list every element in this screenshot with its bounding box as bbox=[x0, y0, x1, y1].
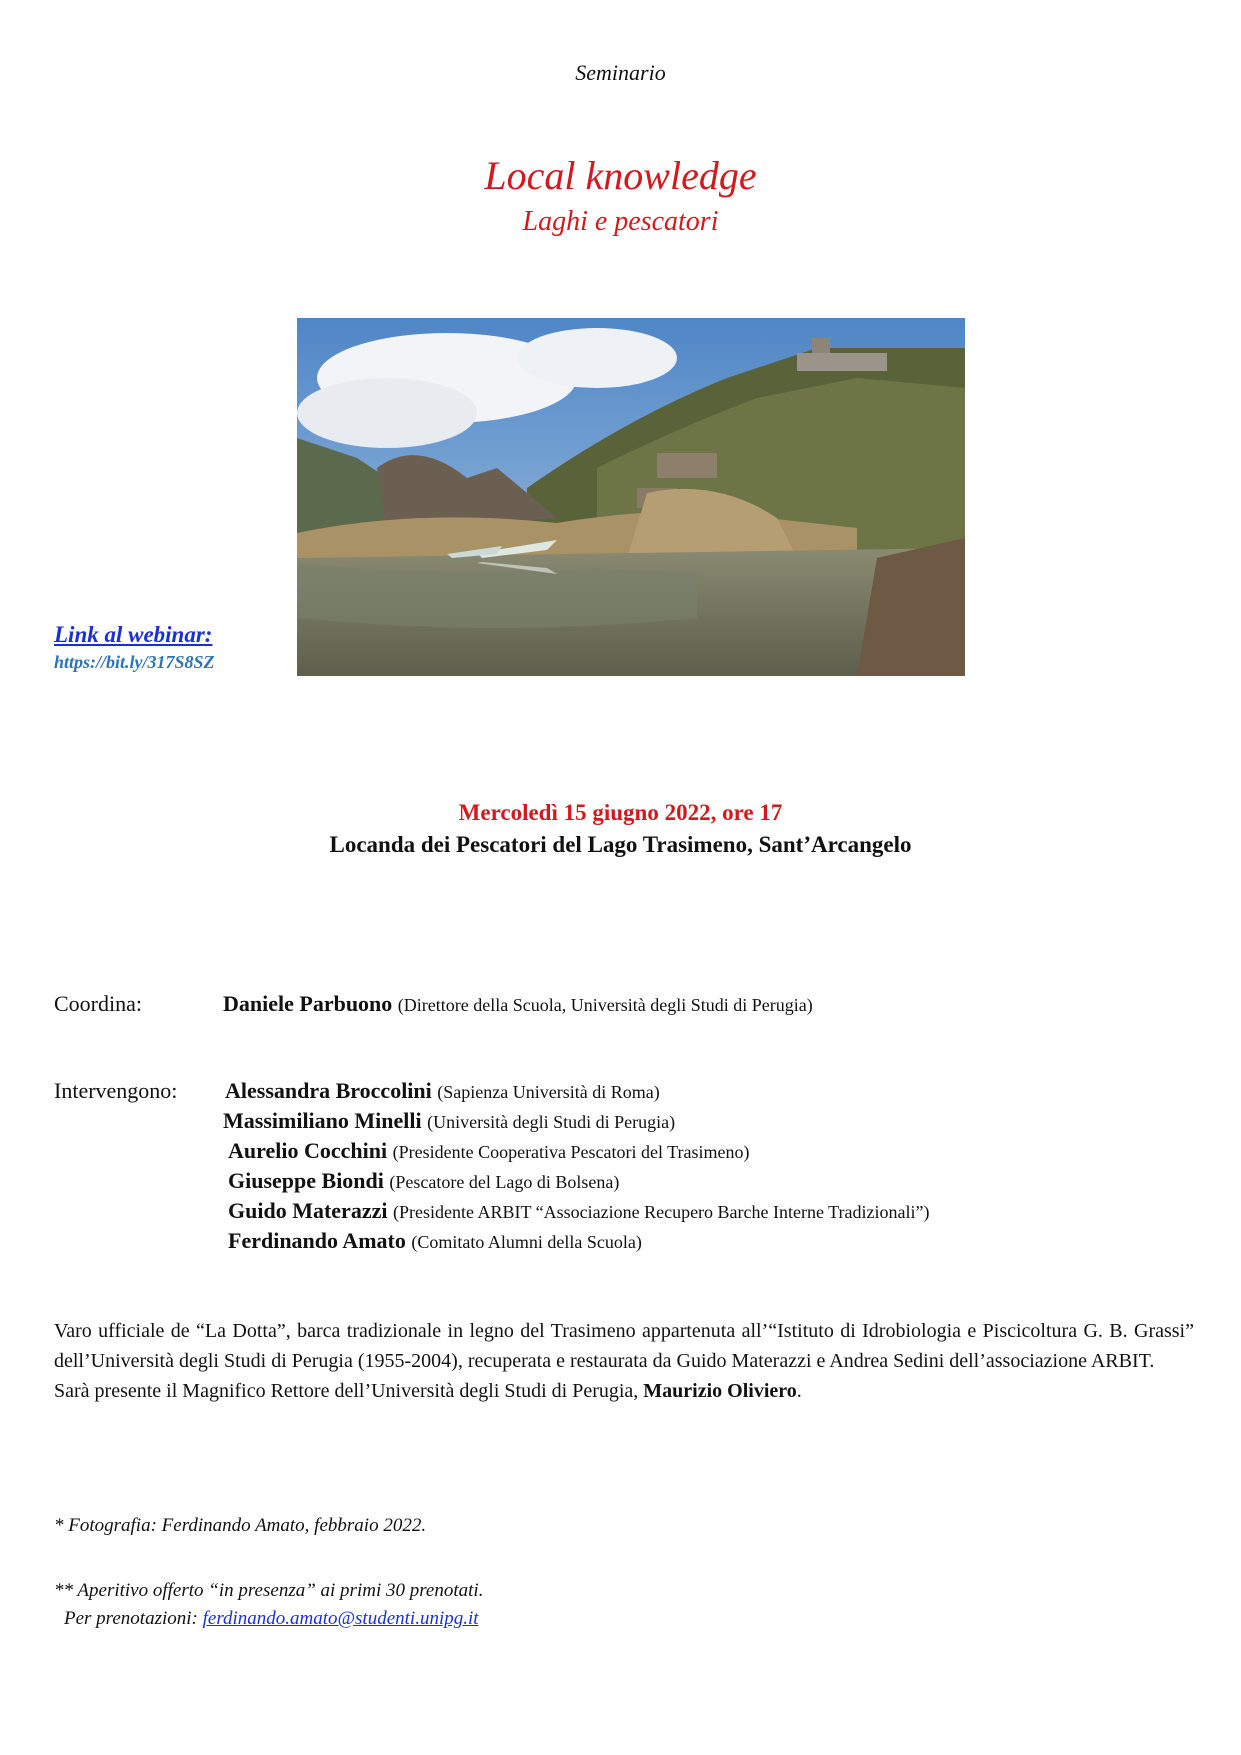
webinar-url-link[interactable]: https://bit.ly/317S8SZ bbox=[54, 652, 215, 672]
speaker-affiliation: (Sapienza Università di Roma) bbox=[437, 1082, 660, 1102]
aperitivo-note: ** Aperitivo offerto “in presenza” ai primi 30 prenotati. bbox=[54, 1580, 484, 1601]
description-text: Varo ufficiale de “La Dotta”, barca tradizionale in legno del Trasimeno appartenuta all’“Istituto di Idrobiologia e Piscicoltura G. B. Grassi” dell’Università degli Studi di Perugia (1955-2004), recuperata e restaurata da Guido Materazzi e Andrea Sedini dell’associazione ARBIT. bbox=[54, 1320, 1194, 1372]
booking-email-link[interactable]: ferdinando.amato@studenti.unipg.it bbox=[202, 1608, 479, 1629]
coordinator-label: Coordina: bbox=[54, 991, 142, 1016]
speaker-affiliation: (Presidente Cooperativa Pescatori del Trasimeno) bbox=[392, 1142, 750, 1162]
speaker-row bbox=[228, 1138, 750, 1164]
event-venue: Locanda dei Pescatori del Lago Trasimeno, Sant’Arcangelo bbox=[329, 832, 912, 857]
speaker-affiliation: (Università degli Studi di Perugia) bbox=[427, 1112, 676, 1132]
speaker-affiliation: (Comitato Alumni della Scuola) bbox=[411, 1232, 642, 1252]
speaker-row bbox=[225, 1078, 660, 1104]
coordinator-row bbox=[223, 991, 813, 1017]
speaker-name: Guido Materazzi bbox=[228, 1198, 388, 1223]
page-subtitle: Laghi e pescatori bbox=[522, 206, 719, 237]
coordinator-affiliation: (Direttore della Scuola, Università degli Studi di Perugia) bbox=[397, 995, 813, 1015]
speaker-row bbox=[228, 1228, 642, 1254]
speaker-name: Massimiliano Minelli bbox=[223, 1108, 422, 1133]
speaker-row bbox=[223, 1108, 675, 1134]
speaker-affiliation: (Presidente ARBIT “Associazione Recupero Barche Interne Tradizionali”) bbox=[392, 1202, 930, 1222]
webinar-link-label[interactable]: Link al webinar: bbox=[54, 622, 213, 647]
booking-prefix: Per prenotazioni: bbox=[64, 1608, 203, 1629]
rector-prefix: Sarà presente il Magnifico Rettore dell’Università degli Studi di Perugia, bbox=[54, 1380, 644, 1402]
speaker-name: Ferdinando Amato bbox=[228, 1228, 406, 1253]
speaker-row bbox=[228, 1168, 619, 1194]
booking-line bbox=[64, 1608, 479, 1630]
speaker-affiliation: (Pescatore del Lago di Bolsena) bbox=[389, 1172, 620, 1192]
lake-photo bbox=[297, 318, 965, 676]
speaker-name: Giuseppe Biondi bbox=[228, 1168, 384, 1193]
page-title: Local knowledge bbox=[484, 153, 757, 198]
speakers-label: Intervengono: bbox=[54, 1078, 178, 1103]
speaker-row bbox=[228, 1198, 929, 1224]
rector-name: Maurizio Oliviero bbox=[643, 1380, 797, 1402]
event-date: Mercoledì 15 giugno 2022, ore 17 bbox=[458, 800, 783, 825]
event-description bbox=[54, 1316, 1194, 1406]
photo-credit: * Fotografia: Ferdinando Amato, febbraio 2022. bbox=[54, 1515, 427, 1536]
rector-suffix: . bbox=[796, 1380, 802, 1402]
speaker-name: Aurelio Cocchini bbox=[228, 1138, 388, 1163]
speaker-name: Alessandra Broccolini bbox=[225, 1078, 432, 1103]
seminar-kicker: Seminario bbox=[575, 60, 666, 85]
coordinator-name: Daniele Parbuono bbox=[223, 991, 393, 1016]
